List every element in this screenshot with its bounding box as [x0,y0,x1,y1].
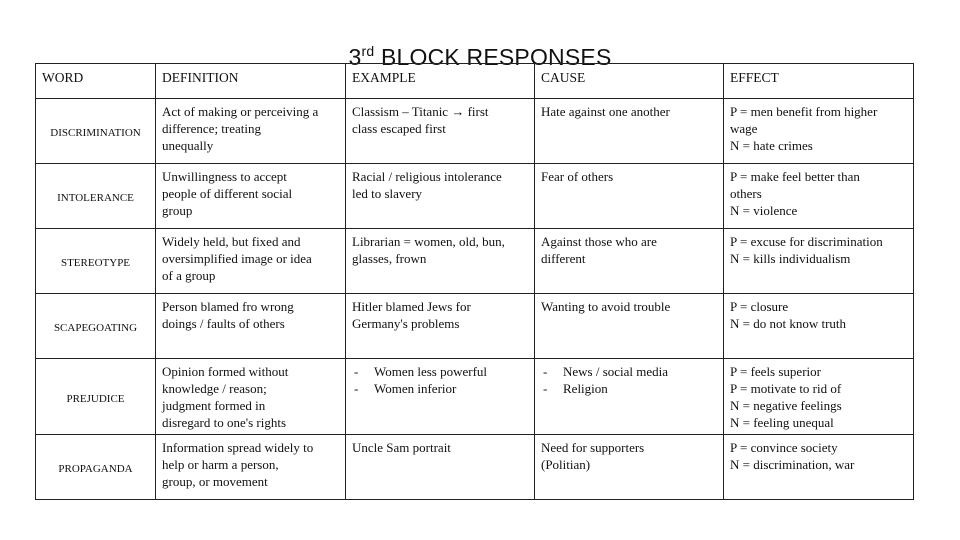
effect-cell [724,359,914,435]
cause-cell [535,164,724,229]
term-cell: STEREOTYPE [36,229,156,294]
effect-cell-line: P = feels superior [730,364,821,379]
definition-cell-line: Person blamed fro wrong [162,299,294,314]
example-cell-line: glasses, frown [352,251,427,266]
example-cell [346,359,535,435]
effect-cell [724,229,914,294]
effect-cell [724,99,914,164]
definition-cell-line: judgment formed in [162,398,266,413]
list-item: - News / social media [541,363,717,380]
term-cell: PROPAGANDA [36,435,156,500]
effect-cell-line: N = kills individualism [730,251,851,266]
header-word: WORD [36,64,156,99]
cause-cell [535,294,724,359]
responses-table [35,63,914,500]
example-cell [346,229,535,294]
cause-cell [535,99,724,164]
definition-cell-line: of a group [162,268,216,283]
effect-cell [724,294,914,359]
definition-cell-line: disregard to one's rights [162,415,287,430]
table-row [36,294,914,359]
term-cell: SCAPEGOATING [36,294,156,359]
definition-cell-line: unequally [162,138,214,153]
effect-cell [724,435,914,500]
example-cell [346,435,535,500]
effect-cell-line: P = closure [730,299,789,314]
effect-cell-line: P = convince society [730,440,838,455]
example-cell-list [352,363,528,397]
list-item: - Women less powerful [352,363,528,380]
table-row [36,359,914,435]
definition-cell [156,229,346,294]
list-item: - Religion [541,380,717,397]
cause-cell-list [541,363,717,397]
definition-cell-line: people of different social [162,186,293,201]
effect-cell-line: wage [730,121,758,136]
table-row [36,164,914,229]
term-cell: INTOLERANCE [36,164,156,229]
definition-cell-line: oversimplified image or idea [162,251,312,266]
effect-cell-line: N = feeling unequal [730,415,834,430]
example-cell-line: Racial / religious intolerance [352,169,502,184]
definition-cell-line: Unwillingness to accept [162,169,287,184]
cause-cell-line: Need for supporters [541,440,645,455]
example-cell-line: Germany's problems [352,316,460,331]
effect-cell-line: N = discrimination, war [730,457,855,472]
definition-cell-line: help or harm a person, [162,457,279,472]
cause-cell-line: Wanting to avoid trouble [541,299,671,314]
effect-cell-line: P = motivate to rid of [730,381,842,396]
effect-cell-line: N = negative feelings [730,398,842,413]
definition-cell [156,294,346,359]
definition-cell-line: difference; treating [162,121,262,136]
definition-cell [156,164,346,229]
example-cell-line: class escaped first [352,121,446,136]
definition-cell [156,435,346,500]
definition-cell [156,99,346,164]
effect-cell-line: P = excuse for discrimination [730,234,883,249]
cause-cell [535,435,724,500]
definition-cell-line: knowledge / reason; [162,381,267,396]
definition-cell-line: Act of making or perceiving a [162,104,319,119]
cause-cell-line: different [541,251,586,266]
definition-cell-line: group, or movement [162,474,268,489]
cause-cell-line: Against those who are [541,234,657,249]
definition-cell-line: Opinion formed without [162,364,289,379]
cause-cell-line: Hate against one another [541,104,670,119]
table-row [36,435,914,500]
example-cell-line: Classism – Titanic → first [352,104,489,119]
table-row [36,229,914,294]
example-cell [346,294,535,359]
definition-cell-line: group [162,203,193,218]
table-row [36,99,914,164]
header-example: EXAMPLE [346,64,535,99]
effect-cell-line: others [730,186,762,201]
header-row [36,64,914,99]
header-cause: CAUSE [535,64,724,99]
example-cell [346,164,535,229]
effect-cell-line: N = violence [730,203,798,218]
example-cell-line: Librarian = women, old, bun, [352,234,505,249]
header-effect: EFFECT [724,64,914,99]
example-cell [346,99,535,164]
definition-cell-line: doings / faults of others [162,316,285,331]
cause-cell-line: Fear of others [541,169,614,184]
cause-cell-line: (Politian) [541,457,591,472]
term-cell: DISCRIMINATION [36,99,156,164]
example-cell-line: Uncle Sam portrait [352,440,451,455]
definition-cell-line: Information spread widely to [162,440,314,455]
cause-cell [535,229,724,294]
list-item: - Women inferior [352,380,528,397]
header-definition: DEFINITION [156,64,346,99]
definition-cell-line: Widely held, but fixed and [162,234,301,249]
cause-cell [535,359,724,435]
effect-cell-line: N = hate crimes [730,138,813,153]
effect-cell [724,164,914,229]
definition-cell [156,359,346,435]
effect-cell-line: P = men benefit from higher [730,104,878,119]
example-cell-line: led to slavery [352,186,423,201]
effect-cell-line: P = make feel better than [730,169,860,184]
example-cell-line: Hitler blamed Jews for [352,299,471,314]
term-cell: PREJUDICE [36,359,156,435]
page-title: 3rd BLOCK RESPONSES [348,43,612,71]
effect-cell-line: N = do not know truth [730,316,847,331]
